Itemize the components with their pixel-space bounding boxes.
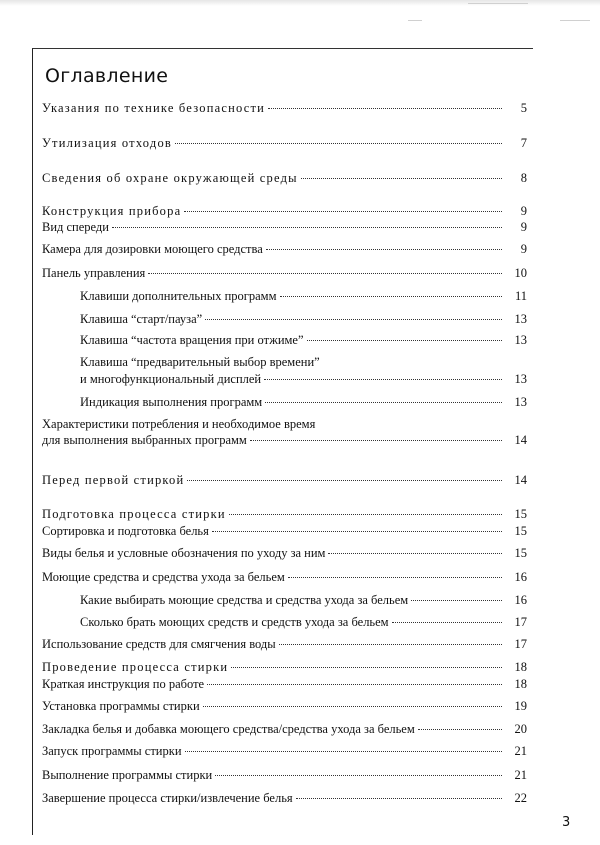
dot-leader	[265, 402, 502, 403]
dot-leader	[229, 514, 502, 515]
toc-entry[interactable]	[42, 791, 527, 806]
dot-leader	[187, 480, 502, 481]
toc-entry-label: Закладка белья и добавка моющего средства/средства ухода за бельем	[42, 722, 415, 736]
toc-entry-label: Клавиши дополнительных программ	[80, 289, 277, 303]
toc-entry-label: Проведение процесса стирки	[42, 660, 229, 674]
toc-entry[interactable]	[42, 699, 527, 714]
toc-entry-label: Конструкция прибора	[42, 204, 182, 218]
toc-entry-label: Клавиша “старт/пауза”	[80, 312, 203, 326]
dot-leader	[280, 296, 502, 297]
toc-entry-page: 15	[514, 507, 527, 521]
toc-entry[interactable]	[42, 473, 527, 488]
dot-leader	[268, 108, 502, 109]
dot-leader	[288, 577, 502, 578]
toc-entry-page: 16	[514, 593, 527, 607]
toc-entry-page: 8	[520, 171, 527, 185]
toc-entry-label: Панель управления	[42, 266, 146, 280]
dot-leader	[301, 178, 502, 179]
toc-entry[interactable]	[42, 242, 527, 257]
dot-leader	[112, 227, 502, 228]
scan-artifact	[468, 3, 528, 4]
dot-leader	[185, 751, 502, 752]
toc-entry-label: Подготовка процесса стирки	[42, 507, 226, 521]
dot-leader	[250, 440, 502, 441]
toc-entry[interactable]	[42, 266, 527, 281]
dot-leader	[215, 775, 502, 776]
dot-leader	[175, 143, 502, 144]
toc-entry[interactable]	[80, 312, 527, 327]
toc-entry-label: Какие выбирать моющие средства и средства ухода за бельем	[80, 593, 409, 607]
toc-entry-page: 9	[520, 204, 527, 218]
toc-entry[interactable]	[42, 171, 527, 186]
toc-entry[interactable]	[42, 744, 527, 759]
toc-entry-label: Утилизация отходов	[42, 136, 172, 150]
toc-entry[interactable]	[42, 677, 527, 692]
toc-entry[interactable]	[42, 507, 527, 522]
toc-entry-page: 11	[514, 289, 527, 303]
toc-entry[interactable]	[80, 615, 527, 630]
toc-entry-page: 5	[520, 101, 527, 115]
toc-entry[interactable]	[80, 395, 527, 410]
dot-leader	[411, 600, 502, 601]
toc-entry-label: Клавиша “частота вращения при отжиме”	[80, 333, 304, 347]
toc-entry-label: Перед первой стиркой	[42, 473, 185, 487]
toc-entry-label: Камера для дозировки моющего средства	[42, 242, 263, 256]
toc-entry[interactable]	[42, 524, 527, 539]
toc-entry-label: Вид спереди	[42, 220, 109, 234]
toc-entry[interactable]	[42, 570, 527, 585]
toc-entry-page: 21	[514, 744, 527, 758]
toc-entry-label: для выполнения выбранных программ	[42, 433, 247, 447]
toc-entry-page: 15	[514, 546, 527, 560]
dot-leader	[231, 667, 502, 668]
toc-entry-page: 22	[514, 791, 527, 805]
toc-entry[interactable]	[42, 204, 527, 219]
scan-artifact	[408, 20, 422, 21]
page-number: 3	[562, 815, 571, 830]
toc-entry-page: 13	[514, 372, 527, 386]
toc-entry[interactable]	[42, 722, 527, 737]
toc-entry-label: Виды белья и условные обозначения по уходу за ним	[42, 546, 326, 560]
toc-entry[interactable]	[80, 289, 527, 304]
dot-leader	[392, 622, 502, 623]
toc-entry-label: и многофункциональный дисплей	[80, 372, 262, 386]
toc-entry[interactable]	[42, 101, 527, 116]
dot-leader	[184, 211, 502, 212]
toc-entry-page: 19	[514, 699, 527, 713]
toc-entry-page: 15	[514, 524, 527, 538]
dot-leader	[148, 273, 502, 274]
toc-entry[interactable]	[42, 637, 527, 652]
toc-entry-label: Сколько брать моющих средств и средств ухода за бельем	[80, 615, 389, 629]
toc-entry[interactable]	[80, 333, 527, 348]
toc-entry-page: 7	[520, 136, 527, 150]
dot-leader	[418, 729, 502, 730]
toc-entry-page: 18	[514, 677, 527, 691]
toc-entry-page: 16	[514, 570, 527, 584]
toc-entry-page: 20	[514, 722, 527, 736]
toc-entry-page: 21	[514, 768, 527, 782]
toc-entry-page: 18	[514, 660, 527, 674]
toc-title: Оглавление	[45, 65, 169, 87]
dot-leader	[264, 379, 502, 380]
toc-entry-line1: Характеристики потребления и необходимое время	[42, 417, 316, 431]
toc-entry-page: 13	[514, 333, 527, 347]
scan-artifact	[560, 20, 590, 21]
dot-leader	[328, 553, 502, 554]
toc-entry-page: 9	[520, 220, 527, 234]
toc-entry-label: Индикация выполнения программ	[80, 395, 263, 409]
dot-leader	[266, 249, 502, 250]
toc-entry[interactable]	[42, 136, 527, 151]
dot-leader	[307, 340, 502, 341]
dot-leader	[207, 684, 502, 685]
toc-entry-page: 9	[520, 242, 527, 256]
dot-leader	[279, 644, 502, 645]
toc-entry-label: Моющие средства и средства ухода за бельем	[42, 570, 285, 584]
dot-leader	[203, 706, 502, 707]
toc-entry[interactable]	[42, 768, 527, 783]
toc-entry[interactable]	[42, 546, 527, 561]
toc-entry-page: 17	[514, 615, 527, 629]
dot-leader	[205, 319, 502, 320]
toc-entry-label: Сведения об охране окружающей среды	[42, 171, 298, 185]
toc-entry-label: Сортировка и подготовка белья	[42, 524, 209, 538]
toc-entry-label: Запуск программы стирки	[42, 744, 182, 758]
toc-entry[interactable]	[80, 372, 527, 387]
toc-entry[interactable]	[42, 433, 527, 448]
toc-entry-label: Использование средств для смягчения воды	[42, 637, 276, 651]
toc-entry-page: 14	[514, 473, 527, 487]
toc-entry-page: 13	[514, 395, 527, 409]
toc-entry-label: Установка программы стирки	[42, 699, 200, 713]
toc-entry-page: 10	[514, 266, 527, 280]
toc-entry-label: Краткая инструкция по работе	[42, 677, 205, 691]
toc-entry[interactable]	[42, 660, 527, 675]
toc-entry-page: 17	[514, 637, 527, 651]
toc-entry-label: Указания по технике безопасности	[42, 101, 266, 115]
toc-entry-label: Выполнение программы стирки	[42, 768, 213, 782]
dot-leader	[212, 531, 502, 532]
toc-entry-page: 13	[514, 312, 527, 326]
toc-entry[interactable]	[80, 593, 527, 608]
toc-entry[interactable]	[42, 220, 527, 235]
toc-entry-line1: Клавиша “предварительный выбор времени”	[80, 355, 320, 369]
dot-leader	[296, 798, 502, 799]
toc-entry-page: 14	[514, 433, 527, 447]
toc-entry-label: Завершение процесса стирки/извлечение белья	[42, 791, 293, 805]
